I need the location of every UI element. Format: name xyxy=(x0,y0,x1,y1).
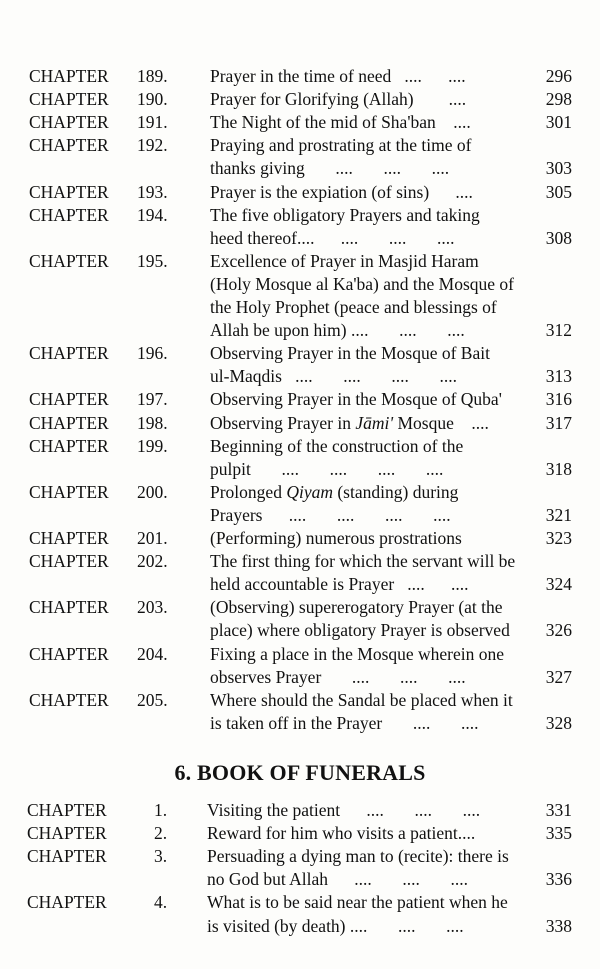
chapter-title-line: held accountable is Prayer .... .... xyxy=(210,574,469,595)
chapter-title-line: The five obligatory Prayers and taking xyxy=(210,204,480,225)
chapter-title-line: Prayer in the time of need .... .... xyxy=(210,66,466,86)
chapter-title-line: Prayer is the expiation (of sins) .... xyxy=(210,181,473,202)
chapter-number: 195. xyxy=(137,250,168,271)
page-number: 327 xyxy=(545,666,572,687)
chapter-title-line: place) where obligatory Prayer is observed xyxy=(210,620,510,641)
page-number: 324 xyxy=(545,574,572,595)
chapter-title-line: thanks giving .... .... .... xyxy=(210,158,450,179)
page-number: 326 xyxy=(545,620,572,641)
chapter-number: 205. xyxy=(137,689,168,710)
chapter-title-line: (Performing) numerous prostrations xyxy=(210,528,462,548)
page-number: 301 xyxy=(545,112,572,133)
chapter-number: 201. xyxy=(137,528,168,548)
chapter-number: 2. xyxy=(154,823,168,844)
chapter-title-line: Praying and prostrating at the time of xyxy=(210,135,472,156)
chapter-title-line: Beginning of the construction of the xyxy=(210,435,464,456)
chapter-label: CHAPTER xyxy=(29,204,109,225)
page-number: 317 xyxy=(545,412,572,433)
page-number: 318 xyxy=(545,458,572,479)
chapter-label: CHAPTER xyxy=(29,435,109,456)
chapter-number: 202. xyxy=(137,551,168,572)
chapter-number: 197. xyxy=(137,389,168,410)
page-number: 328 xyxy=(545,712,572,733)
chapter-label: CHAPTER xyxy=(29,597,109,618)
page-number: 308 xyxy=(545,227,572,248)
chapter-label: CHAPTER xyxy=(29,89,109,110)
chapter-title-line: Excellence of Prayer in Masjid Haram xyxy=(210,250,479,271)
chapter-number: 200. xyxy=(137,481,168,502)
page-number: 313 xyxy=(545,366,572,387)
chapter-label: CHAPTER xyxy=(29,66,109,86)
chapter-number: 196. xyxy=(137,343,168,364)
chapter-label: CHAPTER xyxy=(29,250,109,271)
chapter-title-line: Fixing a place in the Mosque wherein one xyxy=(210,643,505,664)
page-number: 316 xyxy=(545,389,572,410)
chapter-number: 1. xyxy=(154,800,168,820)
page-number: 303 xyxy=(545,158,572,179)
chapter-label: CHAPTER xyxy=(29,389,109,410)
chapter-label: CHAPTER xyxy=(29,689,109,710)
chapter-title-line: Observing Prayer in the Mosque of Bait xyxy=(210,343,490,364)
chapter-title-line: (Observing) supererogatory Prayer (at the xyxy=(210,597,503,618)
chapter-label: CHAPTER xyxy=(29,643,109,664)
chapter-title-line: pulpit .... .... .... .... xyxy=(210,458,444,479)
chapter-number: 191. xyxy=(137,112,168,133)
page-number: 331 xyxy=(545,800,572,820)
chapter-title-line: Observing Prayer in the Mosque of Quba' xyxy=(210,389,502,410)
chapter-number: 199. xyxy=(137,435,168,456)
chapter-title-line: the Holy Prophet (peace and blessings of xyxy=(210,297,497,317)
chapter-title-line: Persuading a dying man to (recite): there is xyxy=(207,846,509,867)
chapter-label: CHAPTER xyxy=(27,846,107,867)
chapter-title-line: Prayer for Glorifying (Allah) .... xyxy=(210,89,467,110)
chapter-title-line: observes Prayer .... .... .... xyxy=(210,666,466,687)
chapter-label: CHAPTER xyxy=(27,823,107,844)
chapter-number: 198. xyxy=(137,412,168,433)
page-number: 336 xyxy=(545,869,572,890)
chapter-label: CHAPTER xyxy=(27,892,107,913)
chapter-title-line: Observing Prayer in Jāmi' Mosque .... xyxy=(210,412,489,433)
page-number: 338 xyxy=(545,915,572,936)
page-number: 312 xyxy=(545,320,572,341)
chapter-title-line: ul-Maqdis .... .... .... .... xyxy=(210,366,457,387)
page-number: 298 xyxy=(545,89,572,110)
chapter-label: CHAPTER xyxy=(29,481,109,502)
chapter-label: CHAPTER xyxy=(29,528,109,548)
chapter-number: 189. xyxy=(137,66,168,86)
chapter-number: 193. xyxy=(137,181,168,202)
chapter-title-line: no God but Allah .... .... .... xyxy=(207,869,469,890)
chapter-label: CHAPTER xyxy=(29,412,109,433)
book-title: 6. BOOK OF FUNERALS xyxy=(174,760,426,785)
chapter-title-line: Prolonged Qiyam (standing) during xyxy=(210,481,459,502)
chapter-title-line: What is to be said near the patient when he xyxy=(207,892,508,913)
chapter-title-line: Reward for him who visits a patient.... xyxy=(207,823,476,844)
chapter-title-line: (Holy Mosque al Ka'ba) and the Mosque of xyxy=(210,273,514,294)
chapter-title-line: The Night of the mid of Sha'ban .... xyxy=(210,112,471,133)
chapter-number: 4. xyxy=(154,892,168,913)
page-number: 323 xyxy=(545,528,572,548)
page-number: 305 xyxy=(545,181,572,202)
chapter-number: 204. xyxy=(137,643,168,664)
page-number: 335 xyxy=(545,823,572,844)
chapter-number: 194. xyxy=(137,204,168,225)
chapter-label: CHAPTER xyxy=(27,800,107,820)
chapter-title-line: Visiting the patient .... .... .... xyxy=(207,800,481,820)
chapter-number: 3. xyxy=(154,846,168,867)
chapter-title-line: The first thing for which the servant will be xyxy=(210,551,516,572)
chapter-label: CHAPTER xyxy=(29,551,109,572)
chapter-label: CHAPTER xyxy=(29,181,109,202)
chapter-title-line: Prayers .... .... .... .... xyxy=(210,504,451,525)
chapter-title-line: heed thereof.... .... .... .... xyxy=(210,227,455,248)
chapter-title-line: is visited (by death) .... .... .... xyxy=(207,915,464,936)
page-number: 296 xyxy=(545,66,572,86)
chapter-title-line: Allah be upon him) .... .... .... xyxy=(210,320,465,341)
page-number: 321 xyxy=(545,504,572,525)
chapter-number: 203. xyxy=(137,597,168,618)
chapter-label: CHAPTER xyxy=(29,343,109,364)
chapter-title-line: is taken off in the Prayer .... .... xyxy=(210,712,479,733)
chapter-number: 190. xyxy=(137,89,168,110)
chapter-label: CHAPTER xyxy=(29,135,109,156)
chapter-number: 192. xyxy=(137,135,168,156)
chapter-title-line: Where should the Sandal be placed when it xyxy=(210,689,513,710)
chapter-label: CHAPTER xyxy=(29,112,109,133)
